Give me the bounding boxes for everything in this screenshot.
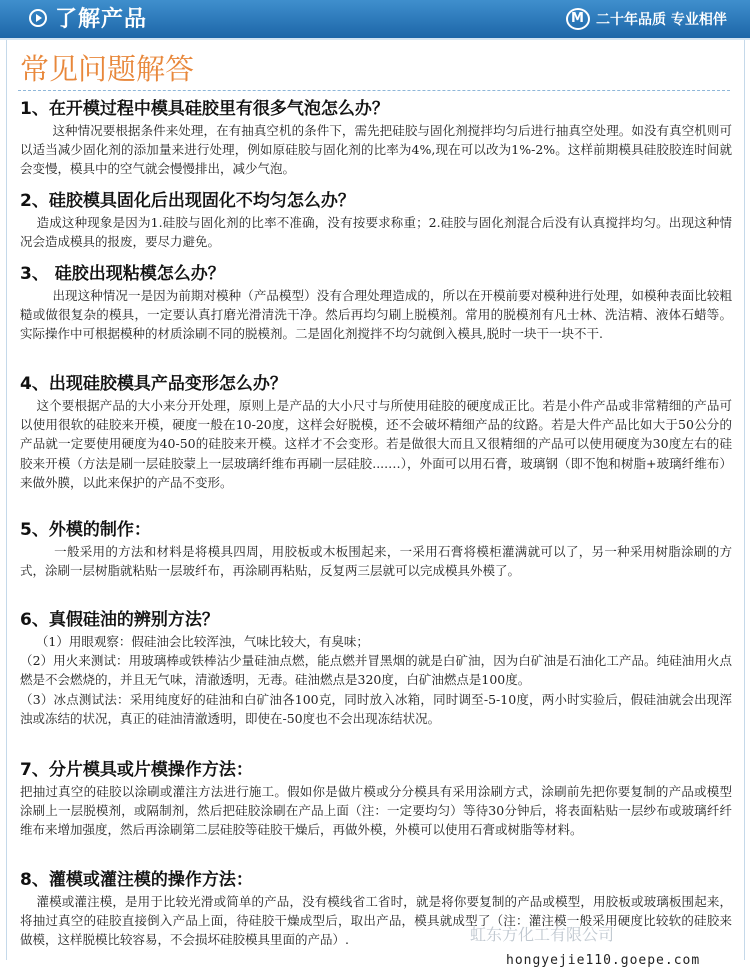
faq-answer: 造成这种现象是因为1.硅胶与固化剂的比率不准确，没有按要求称重；2.硅胶与固化剂混合后没有认真搅拌均匀。出现这种情况会造成模具的报废，要尽力避免。 <box>20 215 732 250</box>
brand-logo-icon <box>566 8 590 30</box>
faq-item-3 <box>20 262 732 344</box>
faq-item-1 <box>20 97 732 179</box>
faq-item-7 <box>20 758 732 840</box>
faq-answer: 这种情况要根据条件来处理，在有抽真空机的条件下，需先把硅胶与固化剂搅拌均匀后进行抽真空处理。如没有真空机则可以适当减少固化剂的添加量来进行处理，例如原硅胶与固化剂的比率为4%,现在可以改为1%-2%。这样前期模具硅胶胶连时间就会变慢，模具中的空气就会慢慢排出，减少气泡。 <box>20 123 732 177</box>
faq-answer: （1）用眼观察：假硅油会比较浑浊，气味比较大，有臭味； （2）用火来测试：用玻璃棒或铁棒沾少量硅油点燃，能点燃并冒黑烟的就是白矿油，因为白矿油是石油化工产品。纯硅油用火点燃是不会燃烧的，并且无气味，清澈透明，无毒。硅油燃点是320度，白矿油燃点是100度。 （3）冰点测试法：采用纯度好的硅油和白矿油各100克，同时放入冰箱，同时调至-5-10度，两小时实验后，假硅油就会出现浑浊或冻结的状况，真正的硅油清澈透明，即使在-50度也不会出现冻结状况。 <box>20 634 732 726</box>
faq-item-5 <box>20 518 732 580</box>
faq-question: 4、出现硅胶模具产品变形怎么办？ <box>20 374 287 394</box>
page-title: 常见问题解答 <box>20 52 195 86</box>
title-divider <box>18 90 730 91</box>
watermark: 虹东方化工有限公司 <box>470 925 615 944</box>
faq-item-8 <box>20 868 732 950</box>
faq-question: 6、真假硅油的辨别方法？ <box>20 610 219 630</box>
faq-question: 7、分片模具或片模操作方法： <box>20 760 253 780</box>
faq-answer: 一般采用的方法和材料是将模具四周，用胶板或木板围起来，一采用石膏将模柜灌满就可以了，另一种采用树脂涂刷的方式，涂刷一层树脂就粘贴一层玻纤布，再涂刷再粘贴，反复两三层就可以完成模具外模了。 <box>20 544 732 579</box>
header-bar <box>0 0 750 40</box>
faq-item-2 <box>20 189 732 251</box>
faq-item-6 <box>20 608 732 728</box>
faq-question: 1、在开模过程中模具硅胶里有很多气泡怎么办？ <box>20 99 389 119</box>
faq-question: 3、 硅胶出现粘模怎么办？ <box>20 264 225 284</box>
faq-question: 2、硅胶模具固化后出现固化不均匀怎么办？ <box>20 191 355 211</box>
faq-answer: 灌模或灌注模，是用于比较光滑或简单的产品，没有模线省工省时，就是将你要复制的产品或模型，用胶板或玻璃板围起来，将抽过真空的硅胶直接倒入产品上面，待硅胶干燥成型后，取出产品，模具就成型了（注：灌注模一般采用硬度比较软的硅胶来做模，这样脱模比较容易，不会损坏硅胶模具里面的产品）. <box>20 894 732 948</box>
faq-answer: 出现这种情况一是因为前期对模种（产品模型）没有合理处理造成的，所以在开模前要对模种进行处理，如模种表面比较粗糙或做很复杂的模具，一定要认真打磨光滑清洗干净。然后再均匀刷上脱模剂。常用的脱模剂有凡士林、洗洁精、液体石蜡等。实际操作中可根据模种的材质涂刷不同的脱模剂。二是固化剂搅拌不均匀就倒入模具,脱时一块干一块不干. <box>20 288 732 342</box>
play-circle-icon <box>29 9 47 27</box>
faq-answer: 把抽过真空的硅胶以涂刷或灌注方法进行施工。假如你是做片模或分分模具有采用涂刷方式，涂刷前先把你要复制的产品或模型涂刷上一层脱模剂，或隔制剂，然后把硅胶涂刷在产品上面（注：一定要均匀）等待30分钟后，将表面粘贴一层纱布或玻璃纤纤维布来增加强度，然后再涂刷第二层硅胶等硅胶干燥后，再做外模，外模可以使用石膏或树脂等材料。 <box>20 784 732 838</box>
footer-url[interactable]: hongyejie110.goepe.com <box>506 953 701 968</box>
faq-answer: 这个要根据产品的大小来分开处理，原则上是产品的大小尺寸与所使用硅胶的硬度成正比。若是小件产品或非常精细的产品可以使用很软的硅胶来开模，硬度一般在10-20度，这样会好脱模，还不会破坏精细产品的纹路。若是大件产品比如大于50公分的产品就一定要使用硬度为40-50的硅胶来开模。这样才不会变形。若是做很大而且又很精细的产品可以使用硬度为30度左右的硅胶来开模（方法是刷一层硅胶蒙上一层玻璃纤维布再刷一层硅胶....…），外面可以用石膏，玻璃钢（即不饱和树脂+玻璃纤维布）来做外膜，以此来保护的产品不变形。 <box>20 398 732 490</box>
faq-question: 8、灌模或灌注模的操作方法： <box>20 870 253 890</box>
section-title: 了解产品 <box>55 7 148 32</box>
brand-slogan: 二十年品质 专业相伴 <box>596 12 727 28</box>
faq-item-4 <box>20 372 732 492</box>
faq-question: 5、外模的制作： <box>20 520 151 540</box>
